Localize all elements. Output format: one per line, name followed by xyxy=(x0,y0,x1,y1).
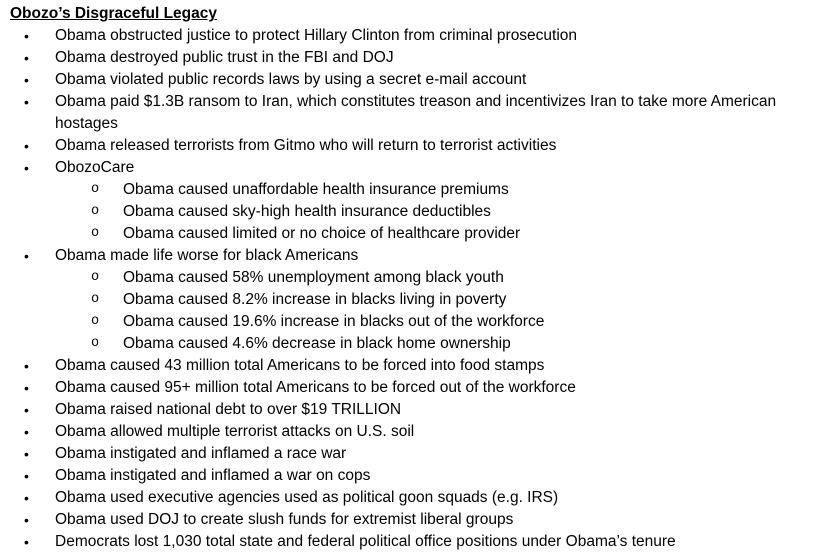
list-item xyxy=(10,531,807,553)
list-item xyxy=(10,135,807,157)
list-item-text: Obama violated public records laws by using a secret e-mail account xyxy=(55,71,527,88)
list-item-text: Democrats lost 1,030 total state and federal political office positions under Obama’s tenure xyxy=(55,533,676,550)
bullet-marker: • xyxy=(24,402,29,418)
list-item-text: Obama instigated and inflamed a race war xyxy=(55,445,347,462)
list-item-text: Obama allowed multiple terrorist attacks on U.S. soil xyxy=(55,423,415,440)
list-item-text: Obama used executive agencies used as political goon squads (e.g. IRS) xyxy=(55,489,559,506)
list-item-text: Obama instigated and inflamed a war on cops xyxy=(55,467,371,484)
list-item-text: Obama destroyed public trust in the FBI and DOJ xyxy=(55,49,394,66)
bullet-marker: o xyxy=(91,226,100,241)
bullet-marker: • xyxy=(24,424,29,440)
list-item-text: Obama caused sky-high health insurance deductibles xyxy=(123,203,491,220)
bullet-marker: o xyxy=(91,204,100,219)
list-item-text: ObozoCare xyxy=(55,159,135,176)
bullet-marker: • xyxy=(24,28,29,44)
list-item-text: Obama caused 58% unemployment among black youth xyxy=(123,269,504,286)
bullet-marker: • xyxy=(24,160,29,176)
bullet-marker: o xyxy=(91,182,100,197)
list-item xyxy=(10,355,807,377)
list-item-text: Obama caused 95+ million total Americans to be forced out of the workforce xyxy=(55,379,576,396)
bullet-marker: • xyxy=(24,248,29,264)
list-item xyxy=(10,509,807,531)
list-item xyxy=(10,245,807,267)
list-item xyxy=(10,25,807,47)
bullet-marker: • xyxy=(24,138,29,154)
list-item-text: Obama used DOJ to create slush funds for extremist liberal groups xyxy=(55,511,514,528)
list-item xyxy=(10,465,807,487)
list-item xyxy=(10,69,807,91)
list-item-text: Obama caused 43 million total Americans to be forced into food stamps xyxy=(55,357,545,374)
list-item xyxy=(10,179,807,201)
bullet-marker: • xyxy=(24,72,29,88)
list-item-text: Obama caused 19.6% increase in blacks out of the workforce xyxy=(123,313,545,330)
list-item xyxy=(10,487,807,509)
list-item-text: Obama obstructed justice to protect Hillary Clinton from criminal prosecution xyxy=(55,27,578,44)
list-item-text: Obama released terrorists from Gitmo who will return to terrorist activities xyxy=(55,137,557,154)
list-item xyxy=(10,91,807,135)
bullet-marker: • xyxy=(24,534,29,550)
bullet-marker: • xyxy=(24,50,29,66)
page-title: Obozo’s Disgraceful Legacy xyxy=(10,5,218,22)
bullet-marker: • xyxy=(24,358,29,374)
list-item xyxy=(10,443,807,465)
bullet-marker: • xyxy=(24,490,29,506)
bullet-marker: • xyxy=(24,380,29,396)
bullet-marker: o xyxy=(91,292,100,307)
list-item xyxy=(10,157,807,179)
list-item-text: Obama caused limited or no choice of healthcare provider xyxy=(123,225,521,242)
bullet-marker: • xyxy=(24,446,29,462)
list-item xyxy=(10,289,807,311)
list-item-text: Obama caused 8.2% increase in blacks living in poverty xyxy=(123,291,507,308)
list-item-text: Obama paid $1.3B ransom to Iran, which constitutes treason and incentivizes Iran to take more American hostages xyxy=(55,93,777,132)
list-item xyxy=(10,47,807,69)
list-item-text: Obama caused unaffordable health insurance premiums xyxy=(123,181,509,198)
bullet-marker: o xyxy=(91,270,100,285)
bullet-marker: • xyxy=(24,94,29,110)
list-item xyxy=(10,223,807,245)
list-item xyxy=(10,421,807,443)
bullet-marker: o xyxy=(91,314,100,329)
list-item xyxy=(10,201,807,223)
list-item-text: Obama raised national debt to over $19 TRILLION xyxy=(55,401,402,418)
list-item xyxy=(10,267,807,289)
list-item xyxy=(10,311,807,333)
bullet-list xyxy=(10,25,807,553)
bullet-marker: • xyxy=(24,468,29,484)
list-item xyxy=(10,333,807,355)
bullet-marker: o xyxy=(91,336,100,351)
list-item-text: Obama caused 4.6% decrease in black home ownership xyxy=(123,335,511,352)
list-item-text: Obama made life worse for black Americans xyxy=(55,247,359,264)
list-item xyxy=(10,399,807,421)
list-item xyxy=(10,377,807,399)
bullet-marker: • xyxy=(24,512,29,528)
